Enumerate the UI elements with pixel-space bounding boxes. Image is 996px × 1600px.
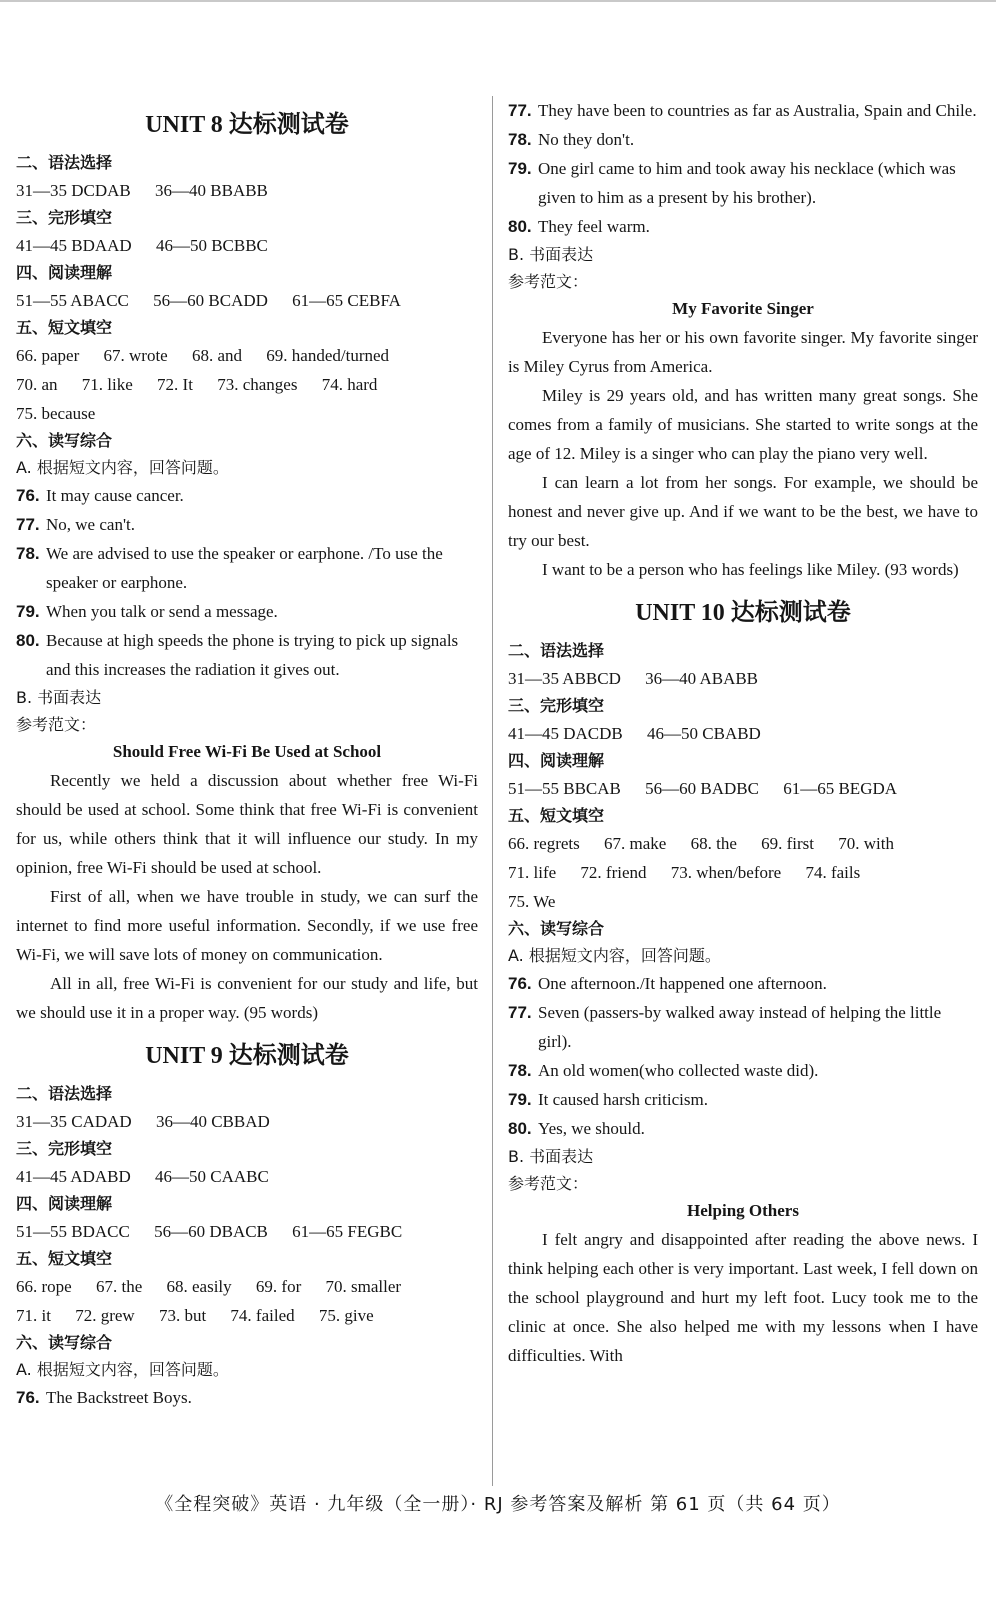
answer-text: One afternoon./It happened one afternoon. <box>538 974 827 993</box>
answer-item: 69. handed/turned <box>266 346 390 365</box>
answer-76 <box>16 481 478 510</box>
answer-text: We are advised to use the speaker or earphone. /To use the speaker or earphone. <box>46 544 443 592</box>
question-number: 76. <box>16 486 40 505</box>
unit9-grammar-answers <box>16 1107 478 1136</box>
answer-item: 68. easily <box>166 1277 232 1296</box>
question-number: 80. <box>16 631 40 650</box>
answer-text: Yes, we should. <box>538 1119 645 1138</box>
unit10-fill-row <box>508 858 978 887</box>
essay-paragraph: Miley is 29 years old, and has written many great songs. She comes from a family of musicians. She started to write songs at the age of 12. Miley is a singer who can play the piano very well. <box>508 386 978 463</box>
answer-80 <box>16 626 478 684</box>
question-number: 80. <box>508 1119 532 1138</box>
answer-group: 61—65 CEBFA <box>292 291 401 310</box>
unit8-grammar-answers <box>16 176 478 205</box>
answer-group: 61—65 FEGBC <box>292 1222 403 1241</box>
answer-item: 70. smaller <box>325 1277 402 1296</box>
answer-group: 36—40 BBABB <box>155 181 268 200</box>
answer-item: 74. failed <box>230 1306 295 1325</box>
answer-76 <box>16 1383 478 1412</box>
unit10-section-cloze: 三、完形填空 <box>508 696 605 715</box>
unit8-reading-answers <box>16 286 478 315</box>
answer-group: 56—60 BCADD <box>153 291 268 310</box>
unit9-fill-row <box>16 1301 478 1330</box>
answer-text: It caused harsh criticism. <box>538 1090 708 1109</box>
answer-item: 70. an <box>16 375 58 394</box>
answer-group: 36—40 CBBAD <box>155 1112 270 1131</box>
unit10-reference-label: 参考范文： <box>508 1174 589 1193</box>
top-rule <box>0 0 996 2</box>
answer-77 <box>508 96 978 125</box>
unit10-title: UNIT 10 达标测试卷 <box>635 600 851 626</box>
unit8-section-fill: 五、短文填空 <box>16 318 113 337</box>
unit9-section-reading: 四、阅读理解 <box>16 1194 113 1213</box>
unit9-part-b-heading: B. 书面表达 <box>508 245 594 264</box>
answer-item: 71. it <box>16 1306 51 1325</box>
answer-group: 56—60 DBACB <box>154 1222 268 1241</box>
essay-paragraph: All in all, free Wi-Fi is convenient for our study and life, but we should use it in a proper way. (95 words) <box>16 974 478 1022</box>
unit8-fill-row <box>16 399 478 428</box>
unit10-part-a-heading: A. 根据短文内容，回答问题。 <box>508 946 721 965</box>
answer-80 <box>508 212 978 241</box>
answer-group: 46—50 BCBBC <box>155 236 268 255</box>
unit9-reading-answers <box>16 1217 478 1246</box>
unit10-fill-row <box>508 887 978 916</box>
answer-item: 72. friend <box>580 863 647 882</box>
answer-item: 72. It <box>157 375 193 394</box>
answer-item: 73. changes <box>217 375 298 394</box>
unit8-part-b-heading: B. 书面表达 <box>16 688 102 707</box>
answer-group: 31—35 DCDAB <box>16 181 131 200</box>
essay-paragraph: I can learn a lot from her songs. For example, we should be honest and never give up. And if we want to be the best, we have to try our best. <box>508 473 978 550</box>
answer-text: No they don't. <box>538 130 635 149</box>
answer-item: 73. but <box>158 1306 207 1325</box>
answer-group: 61—65 BEGDA <box>783 779 898 798</box>
answer-item: 67. make <box>604 834 667 853</box>
left-column <box>16 96 478 1412</box>
unit10-section-fill: 五、短文填空 <box>508 806 605 825</box>
answer-group: 51—55 BBCAB <box>508 779 621 798</box>
answer-item: 71. like <box>81 375 133 394</box>
answer-group: 41—45 DACDB <box>508 724 623 743</box>
essay-paragraph: Everyone has her or his own favorite singer. My favorite singer is Miley Cyrus from America. <box>508 328 978 376</box>
unit9-section-fill: 五、短文填空 <box>16 1249 113 1268</box>
unit10-grammar-answers <box>508 664 978 693</box>
question-number: 76. <box>16 1388 40 1407</box>
answer-group: 31—35 CADAD <box>16 1112 132 1131</box>
answer-text: When you talk or send a message. <box>46 602 278 621</box>
answer-text: The Backstreet Boys. <box>46 1388 192 1407</box>
answer-78 <box>508 125 978 154</box>
answer-79 <box>508 154 978 212</box>
answer-group: 51—55 ABACC <box>16 291 129 310</box>
answer-group: 51—55 BDACC <box>16 1222 130 1241</box>
answer-item: 66. rope <box>16 1277 72 1296</box>
answer-item: 74. hard <box>321 375 378 394</box>
unit8-section-grammar: 二、语法选择 <box>16 153 113 172</box>
question-number: 77. <box>16 515 40 534</box>
answer-78 <box>508 1056 978 1085</box>
unit10-cloze-answers <box>508 719 978 748</box>
page-footer: 《全程突破》英语 · 九年级（全一册）· RJ 参考答案及解析 第 61 页（共 64 页） <box>155 1494 841 1515</box>
question-number: 78. <box>16 544 40 563</box>
unit10-section-reading: 四、阅读理解 <box>508 751 605 770</box>
answer-item: 73. when/before <box>670 863 782 882</box>
unit9-section-grammar: 二、语法选择 <box>16 1084 113 1103</box>
question-number: 80. <box>508 217 532 236</box>
answer-item: 74. fails <box>805 863 861 882</box>
answer-text: No, we can't. <box>46 515 135 534</box>
unit8-fill-row <box>16 341 478 370</box>
answer-80 <box>508 1114 978 1143</box>
answer-group: 46—50 CAABC <box>155 1167 269 1186</box>
unit9-section-cloze: 三、完形填空 <box>16 1139 113 1158</box>
unit10-section-grammar: 二、语法选择 <box>508 641 605 660</box>
answer-78 <box>16 539 478 597</box>
unit10-part-b-heading: B. 书面表达 <box>508 1147 594 1166</box>
answer-group: 46—50 CBABD <box>647 724 761 743</box>
unit8-title: UNIT 8 达标测试卷 <box>145 112 349 138</box>
answer-item: 75. give <box>318 1306 374 1325</box>
answer-text: They have been to countries as far as Australia, Spain and Chile. <box>538 101 977 120</box>
essay-paragraph: I want to be a person who has feelings like Miley. (93 words) <box>542 560 959 579</box>
answer-item: 68. the <box>690 834 737 853</box>
answer-group: 41—45 ADABD <box>16 1167 131 1186</box>
question-number: 79. <box>508 159 532 178</box>
essay-paragraph: I felt angry and disappointed after reading the above news. I think helping each other is very important. Last week, I fell down on the school playground and hurt my left foot. Lucy took me to the clinic at once. She also helped me with my lessons when I have difficulties. With <box>508 1230 978 1365</box>
answer-77 <box>16 510 478 539</box>
answer-text: They feel warm. <box>538 217 650 236</box>
answer-item: 71. life <box>508 863 557 882</box>
unit10-section-read-write: 六、读写综合 <box>508 919 605 938</box>
question-number: 78. <box>508 130 532 149</box>
question-number: 77. <box>508 101 532 120</box>
answer-item: 67. wrote <box>103 346 168 365</box>
unit8-part-a-heading: A. 根据短文内容，回答问题。 <box>16 458 229 477</box>
unit8-section-reading: 四、阅读理解 <box>16 263 113 282</box>
answer-text: An old women(who collected waste did). <box>538 1061 819 1080</box>
unit10-essay-title: Helping Others <box>687 1201 799 1220</box>
answer-text: One girl came to him and took away his necklace (which was given to him as a present by his brother). <box>538 159 956 207</box>
question-number: 76. <box>508 974 532 993</box>
unit9-cloze-answers <box>16 1162 478 1191</box>
answer-item: 69. first <box>761 834 815 853</box>
right-column <box>508 96 978 1370</box>
question-number: 79. <box>16 602 40 621</box>
unit8-fill-row <box>16 370 478 399</box>
answer-group: 41—45 BDAAD <box>16 236 132 255</box>
answer-group: 56—60 BADBC <box>645 779 759 798</box>
unit9-fill-row <box>16 1272 478 1301</box>
unit9-reference-label: 参考范文： <box>508 272 589 291</box>
unit10-reading-answers <box>508 774 978 803</box>
question-number: 79. <box>508 1090 532 1109</box>
answer-item: 66. regrets <box>508 834 580 853</box>
answer-79 <box>508 1085 978 1114</box>
unit8-reference-label: 参考范文： <box>16 715 97 734</box>
essay-paragraph: First of all, when we have trouble in study, we can surf the internet to find more useful information. Secondly, if we use free Wi-Fi, we will save lots of money on communication. <box>16 887 478 964</box>
unit8-section-cloze: 三、完形填空 <box>16 208 113 227</box>
answer-item: 66. paper <box>16 346 80 365</box>
unit9-title: UNIT 9 达标测试卷 <box>145 1043 349 1069</box>
answer-item: 72. grew <box>75 1306 135 1325</box>
unit10-fill-row <box>508 829 978 858</box>
unit8-cloze-answers <box>16 231 478 260</box>
answer-item: 69. for <box>255 1277 302 1296</box>
answer-79 <box>16 597 478 626</box>
answer-77 <box>508 998 978 1056</box>
question-number: 78. <box>508 1061 532 1080</box>
unit9-part-a-heading: A. 根据短文内容，回答问题。 <box>16 1360 229 1379</box>
unit8-essay-title: Should Free Wi-Fi Be Used at School <box>112 742 382 761</box>
answer-item: 75. because <box>16 404 96 423</box>
answer-text: Seven (passers-by walked away instead of helping the little girl). <box>538 1003 942 1051</box>
answer-group: 36—40 ABABB <box>645 669 759 688</box>
answer-group: 31—35 ABBCD <box>508 669 621 688</box>
column-divider <box>492 96 493 1486</box>
answer-text: It may cause cancer. <box>46 486 184 505</box>
answer-item: 67. the <box>95 1277 143 1296</box>
question-number: 77. <box>508 1003 532 1022</box>
answer-76 <box>508 969 978 998</box>
essay-paragraph: Recently we held a discussion about whether free Wi-Fi should be used at school. Some think that free Wi-Fi is convenient for us, while others think that it will influence our study. In my opinion, free Wi-Fi should be used at school. <box>16 771 478 877</box>
answer-item: 75. We <box>508 892 556 911</box>
unit9-essay-title: My Favorite Singer <box>672 299 814 318</box>
unit9-section-read-write: 六、读写综合 <box>16 1333 113 1352</box>
answer-item: 68. and <box>191 346 243 365</box>
answer-text: Because at high speeds the phone is trying to pick up signals and this increases the radiation it gives out. <box>46 631 459 679</box>
unit8-section-read-write: 六、读写综合 <box>16 431 113 450</box>
answer-item: 70. with <box>838 834 894 853</box>
